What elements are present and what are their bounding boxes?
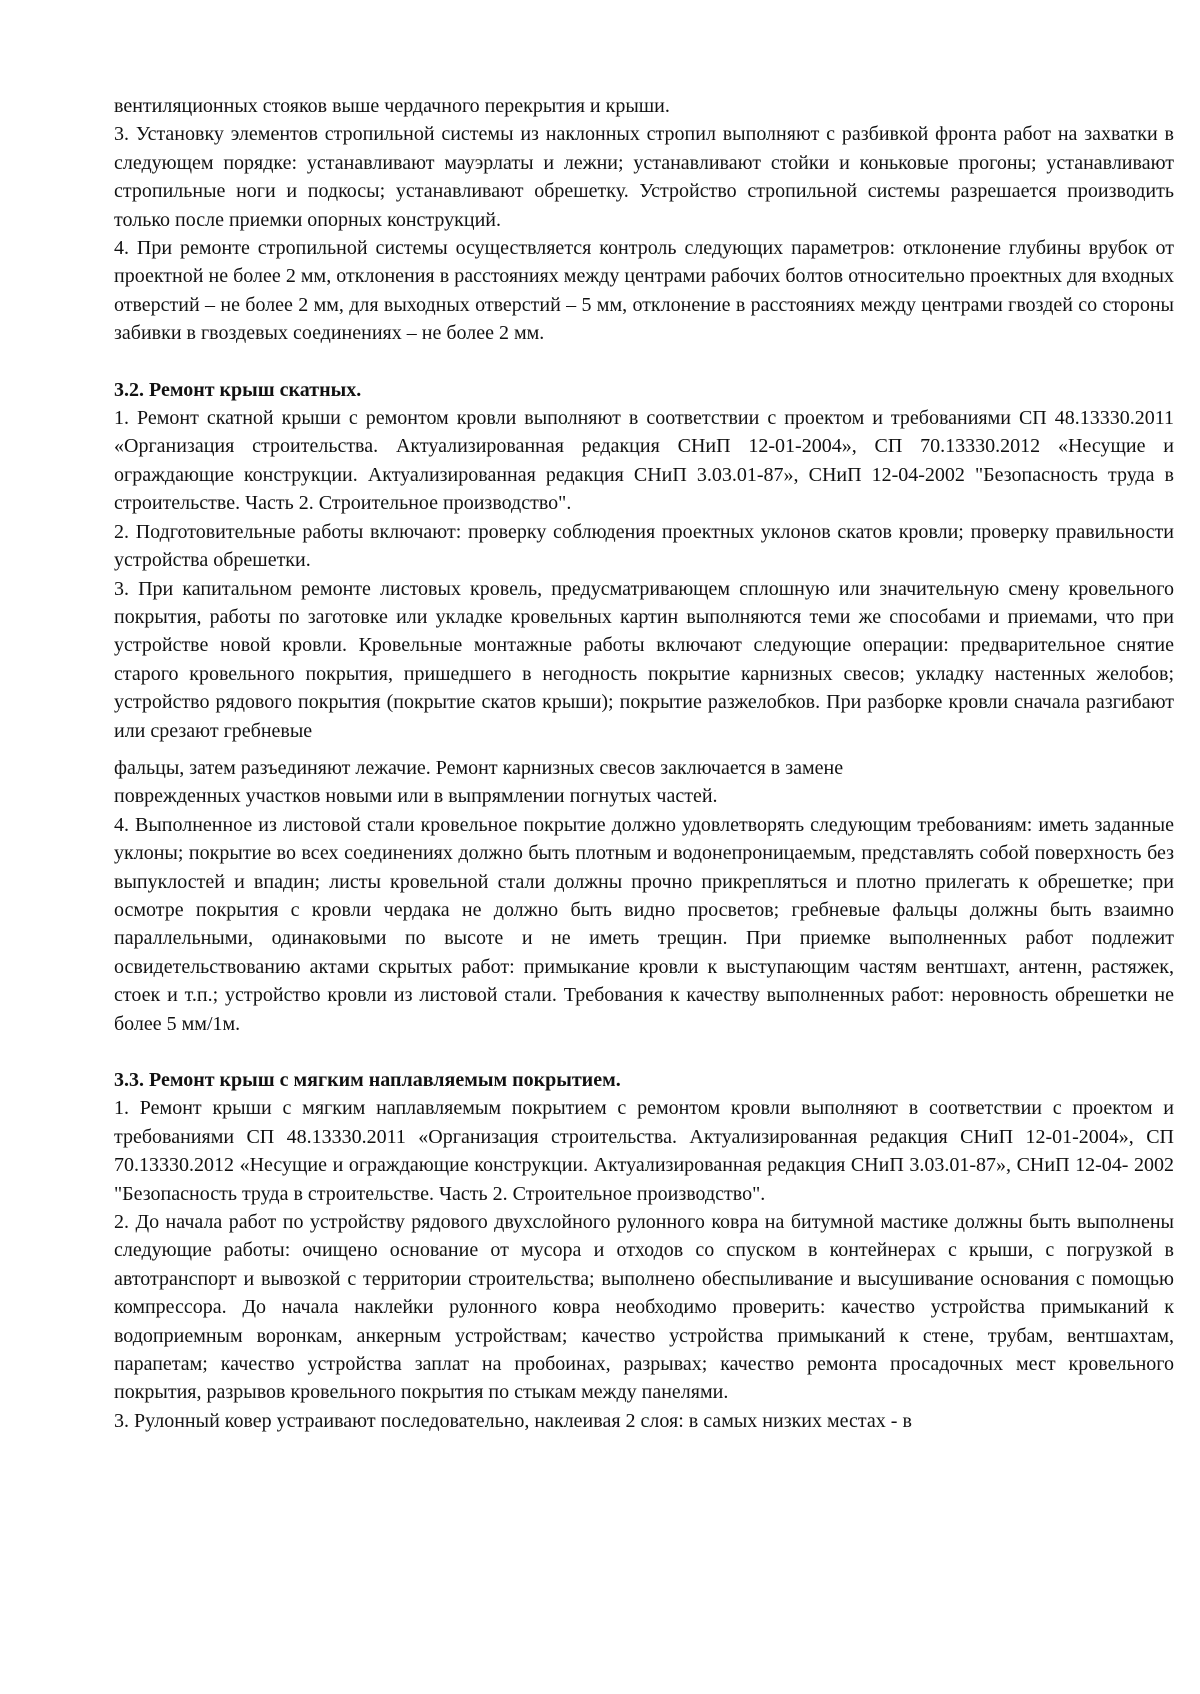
paragraph-top-3: 3. Установку элементов стропильной системы из наклонных стропил выполняют с разбивкой фронта работ на захватки в следующем порядке: устанавливают мауэрлаты и лежни; устанавливают стойки и коньковые прогоны; устанавливают стропильные ноги и подкосы; устанавливают обрешетку. Устройство стропильной системы разрешается производить только после приемки опорных конструкций. <box>114 123 1174 231</box>
paragraph-3-3-1: 1. Ремонт крыши с мягким наплавляемым покрытием с ремонтом кровли выполняют в соответствии с проектом и требованиями СП 48.13330.2011 «Организация строительства. Актуализированная редакция СНиП 12-01-2004», СП 70.13330.2012 «Несущие и ограждающие конструкции. Актуализированная редакция СНиП 3.03.01-87», СНиП 12-04- 2002 "Безопасность труда в строительстве. Часть 2. Строительное производство". <box>114 1097 1174 1205</box>
spacer <box>114 1038 1174 1066</box>
paragraph-3-2-2: 2. Подготовительные работы включают: проверку соблюдения проектных уклонов скатов кровли; проверку правильности устройства обрешетки. <box>114 520 1174 572</box>
paragraph-3-2-3-continued-line-2: поврежденных участков новыми или в выпрямлении погнутых частей. <box>114 785 718 808</box>
spacer <box>114 348 1174 376</box>
spacer <box>114 745 1174 754</box>
paragraph-top-4: 4. При ремонте стропильной системы осуществляется контроль следующих параметров: отклонение глубины врубок от проектной не более 2 мм, отклонения в расстояниях между центрами рабочих болтов относительно проектных для входных отверстий – не более 2 мм, для выходных отверстий – 5 мм, отклонение в расстояниях между центрами гвоздей со стороны забивки в гвоздевых соединениях – не более 2 мм. <box>114 237 1174 345</box>
heading-3-2: 3.2. Ремонт крыш скатных. <box>114 378 362 401</box>
paragraph-3-2-4: 4. Выполненное из листовой стали кровельное покрытие должно удовлетворять следующим требованиям: иметь заданные уклоны; покрытие во всех соединениях должно быть плотным и водонепроницаемым, представлять собой поверхность без выпуклостей и впадин; листы кровельной стали должны прочно прикрепляться и плотно прилегать к обрешетке; при осмотре покрытия с кровли чердака не должно быть видно просветов; гребневые фальцы должны быть взаимно параллельными, одинаковыми по высоте и не иметь трещин. При приемке выполненных работ подлежит освидетельствованию актами скрытых работ: примыкание кровли к выступающим частям вентшахт, антенн, растяжек, стоек и т.п.; устройство кровли из листовой стали. Требования к качеству выполненных работ: неровность обрешетки не более 5 мм/1м. <box>114 813 1174 1035</box>
paragraph-3-3-3: 3. Рулонный ковер устраивают последовательно, наклеивая 2 слоя: в самых низких местах - в <box>114 1409 912 1432</box>
paragraph-3-2-3: 3. При капитальном ремонте листовых кровель, предусматривающем сплошную или значительную смену кровельного покрытия, работы по заготовке или укладке кровельных картин выполняются теми же способами и приемами, что при устройстве новой кровли. Кровельные монтажные работы включают следующие операции: предварительное снятие старого кровельного покрытия, пришедшего в негодность покрытие карнизных свесов; укладку настенных желобов; устройство рядового покрытия (покрытие скатов крыши); покрытие разжелобков. При разборке кровли сначала разгибают или срезают гребневые <box>114 577 1174 742</box>
heading-3-3: 3.3. Ремонт крыш с мягким наплавляемым покрытием. <box>114 1069 621 1091</box>
paragraph-top-0: вентиляционных стояков выше чердачного перекрытия и крыши. <box>114 95 670 117</box>
paragraph-3-2-3-continued-line-1: фальцы, затем разъединяют лежачие. Ремонт карнизных свесов заключается в замене <box>114 756 844 779</box>
document-page <box>114 92 1174 1435</box>
paragraph-3-2-1: 1. Ремонт скатной крыши с ремонтом кровли выполняют в соответствии с проектом и требованиями СП 48.13330.2011 «Организация строительства. Актуализированная редакция СНиП 12-01-2004», СП 70.13330.2012 «Несущие и ограждающие конструкции. Актуализированная редакция СНиП 3.03.01-87», СНиП 12-04-2002 "Безопасность труда в строительстве. Часть 2. Строительное производство". <box>114 407 1174 515</box>
paragraph-3-3-2: 2. До начала работ по устройству рядового двухслойного рулонного ковра на битумной мастике должны быть выполнены следующие работы: очищено основание от мусора и отходов со спуском в контейнерах с крыши, с погрузкой в автотранспорт и вывозкой с территории строительства; выполнено обеспыливание и высушивание основания с помощью компрессора. До начала наклейки рулонного ковра необходимо проверить: качество устройства примыканий к водоприемным воронкам, анкерным устройствам; качество устройства примыканий к стене, трубам, вентшахтам, парапетам; качество устройства заплат на пробоинах, разрывах; качество ремонта просадочных мест кровельного покрытия, разрывов кровельного покрытия по стыкам между панелями. <box>114 1211 1174 1404</box>
